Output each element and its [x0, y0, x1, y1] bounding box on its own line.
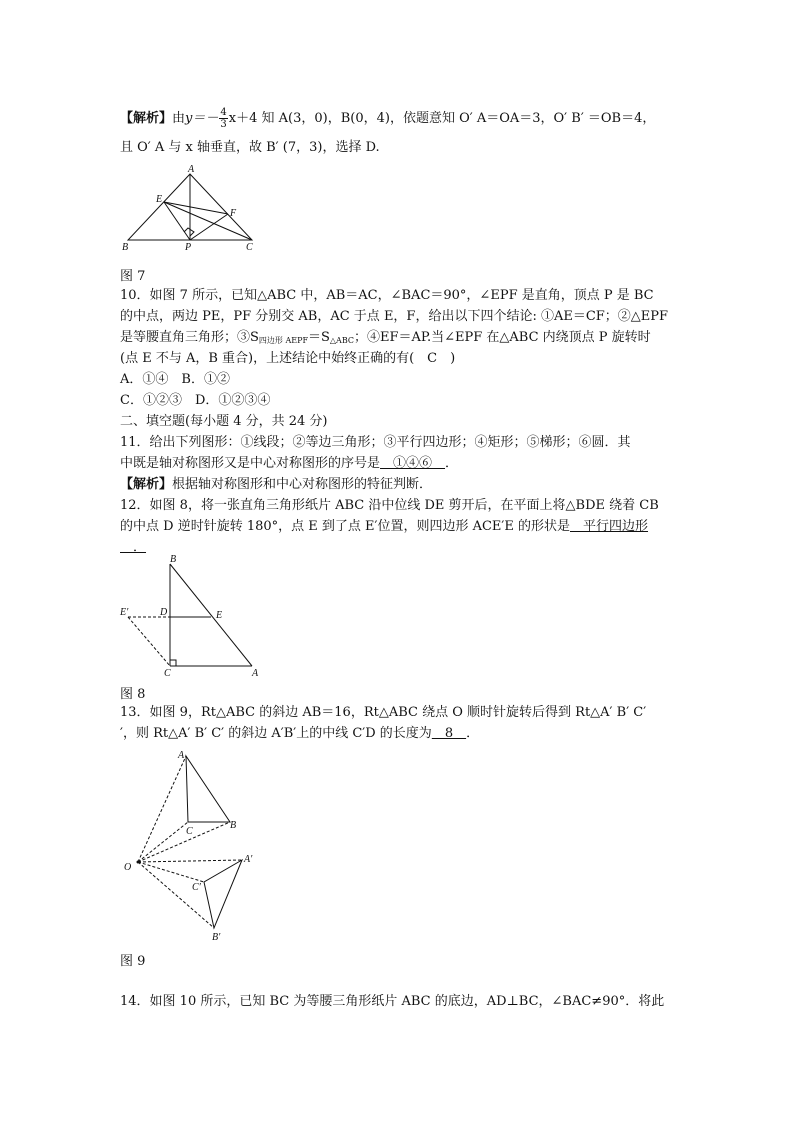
- options-line: C．①②③ D．①②③④: [120, 393, 271, 408]
- equation: y＝－: [185, 111, 219, 126]
- question-text: [120, 327, 680, 348]
- label-c: C: [186, 826, 193, 837]
- label-c: C: [164, 668, 171, 679]
- question-12: [120, 495, 680, 558]
- segment-ob2: [138, 862, 214, 928]
- question-text: [120, 516, 680, 537]
- text-span: ；④EF＝AP.当∠EPF 在△ABC 内绕顶点 P 旋转时: [353, 330, 651, 345]
- answer-blank: ①④⑥: [380, 456, 446, 471]
- question-text: 12．如图 8，将一张直角三角形纸片 ABC 沿中位线 DE 剪开后，在平面上将△BDE 绕着 CB: [120, 498, 659, 513]
- segment-oc2: [138, 862, 204, 882]
- label-p: P: [185, 242, 192, 253]
- label-b: B: [170, 554, 177, 565]
- label-e: E: [156, 194, 163, 205]
- figure-7-caption: 图 7: [120, 269, 146, 284]
- segment-e2c: [128, 617, 170, 666]
- label-f: F: [230, 208, 237, 219]
- label-c: C: [246, 242, 253, 253]
- label-a: A: [252, 668, 259, 679]
- label-d: D: [160, 607, 168, 618]
- label-a: A: [178, 750, 185, 761]
- text-span: ＝S: [308, 330, 330, 345]
- segment-ab: [170, 564, 252, 666]
- analysis-text: x＋4 知 A(3，0)，B(0，4)，依题意知 O′ A＝OA＝3，O′ B′ ＝OB＝4，: [228, 111, 656, 126]
- analysis-text: 由: [172, 111, 186, 126]
- label-e-prime: E′: [120, 607, 129, 618]
- label-a-prime: A′: [244, 854, 253, 865]
- question-13: [120, 702, 680, 744]
- label-o: O: [124, 862, 132, 873]
- right-angle-mark: [170, 660, 176, 666]
- subscript: 四边形 AEPF: [258, 336, 308, 345]
- fraction-denominator: 3: [220, 119, 227, 130]
- analysis-line: [120, 474, 680, 495]
- question-10: [120, 285, 680, 432]
- label-c-prime: C′: [192, 882, 201, 893]
- text-span: 中既是轴对称图形又是中心对称图形的序号是: [120, 456, 381, 471]
- figure-9-caption: 图 9: [120, 954, 146, 969]
- analysis-tag: 【解析】: [120, 477, 173, 492]
- answer-blank: 8: [431, 726, 467, 741]
- analysis-text: 且 O′ A 与 x 轴垂直，故 B′ (7，3)，选择 D.: [120, 140, 380, 155]
- question-text: 13．如图 9，Rt△ABC 的斜边 AB＝16，Rt△ABC 绕点 O 顺时针旋转后得到 Rt△A′ B′ C′: [120, 705, 647, 720]
- segment-oa2: [138, 860, 242, 862]
- question-text: 的中点，两边 PE，PF 分别交 AB，AC 于点 E，F，给出以下四个结论: ①AE＝CF；②△EPF: [120, 309, 669, 324]
- text-span: ′，则 Rt△A′ B′ C′ 的斜边 A′B′上的中线 C′D 的长度为: [120, 726, 432, 741]
- segment-ob: [138, 822, 230, 862]
- analysis-tag: 【解析】: [120, 111, 173, 126]
- point-o: [137, 861, 140, 864]
- question-text: [120, 453, 680, 474]
- text-span: ．: [445, 456, 459, 471]
- question-text: [120, 723, 680, 744]
- fraction-numerator: 4: [220, 107, 227, 118]
- segment-oa: [138, 756, 186, 862]
- right-angle-mark: [184, 228, 194, 236]
- text-span: 的中点 D 逆时针旋转 180°，点 E 到了点 E′位置，则四边形 ACE′E 的形状是: [120, 519, 570, 534]
- figure-8-caption: 图 8: [120, 687, 146, 702]
- question-text: 11．给出下列图形：①线段；②等边三角形；③平行四边形；④矩形；⑤梯形；⑥圆．其: [120, 435, 631, 450]
- answer-blank: ．: [120, 540, 147, 555]
- segment-oc: [138, 822, 188, 862]
- analysis-9: [120, 104, 680, 158]
- subscript: △ABC: [329, 336, 354, 345]
- question-14: [120, 991, 680, 1012]
- label-e: E: [216, 610, 223, 621]
- question-text: [120, 537, 680, 558]
- fraction: [219, 107, 227, 130]
- triangle-abc: [186, 756, 230, 822]
- label-b: B: [122, 242, 129, 253]
- answer-blank: 平行四边形: [570, 519, 649, 534]
- text-span: 是等腰直角三角形；③S: [120, 330, 259, 345]
- figure-8: [118, 556, 268, 681]
- figure-7: [118, 166, 278, 256]
- question-11: [120, 432, 680, 495]
- triangle-a2b2c2: [204, 860, 242, 928]
- question-text: 10．如图 7 所示，已知△ABC 中，AB＝AC，∠BAC＝90°，∠EPF 是直角，顶点 P 是 BC: [120, 288, 654, 303]
- label-b-prime: B′: [212, 932, 221, 943]
- section-heading: 二、填空题(每小题 4 分，共 24 分): [120, 414, 328, 429]
- question-text: 14．如图 10 所示，已知 BC 为等腰三角形纸片 ABC 的底边，AD⊥BC，∠BAC≠90°．将此: [120, 994, 665, 1009]
- figure-9: [118, 748, 278, 948]
- analysis-text: 根据轴对称图形和中心对称图形的特征判断．: [172, 477, 433, 492]
- label-a: A: [188, 164, 195, 175]
- options-line: A．①④ B．①②: [120, 372, 230, 387]
- label-b: B: [230, 820, 237, 831]
- question-text: (点 E 不与 A，B 重合)，上述结论中始终正确的有( C ): [120, 351, 456, 366]
- text-span: ．: [466, 726, 480, 741]
